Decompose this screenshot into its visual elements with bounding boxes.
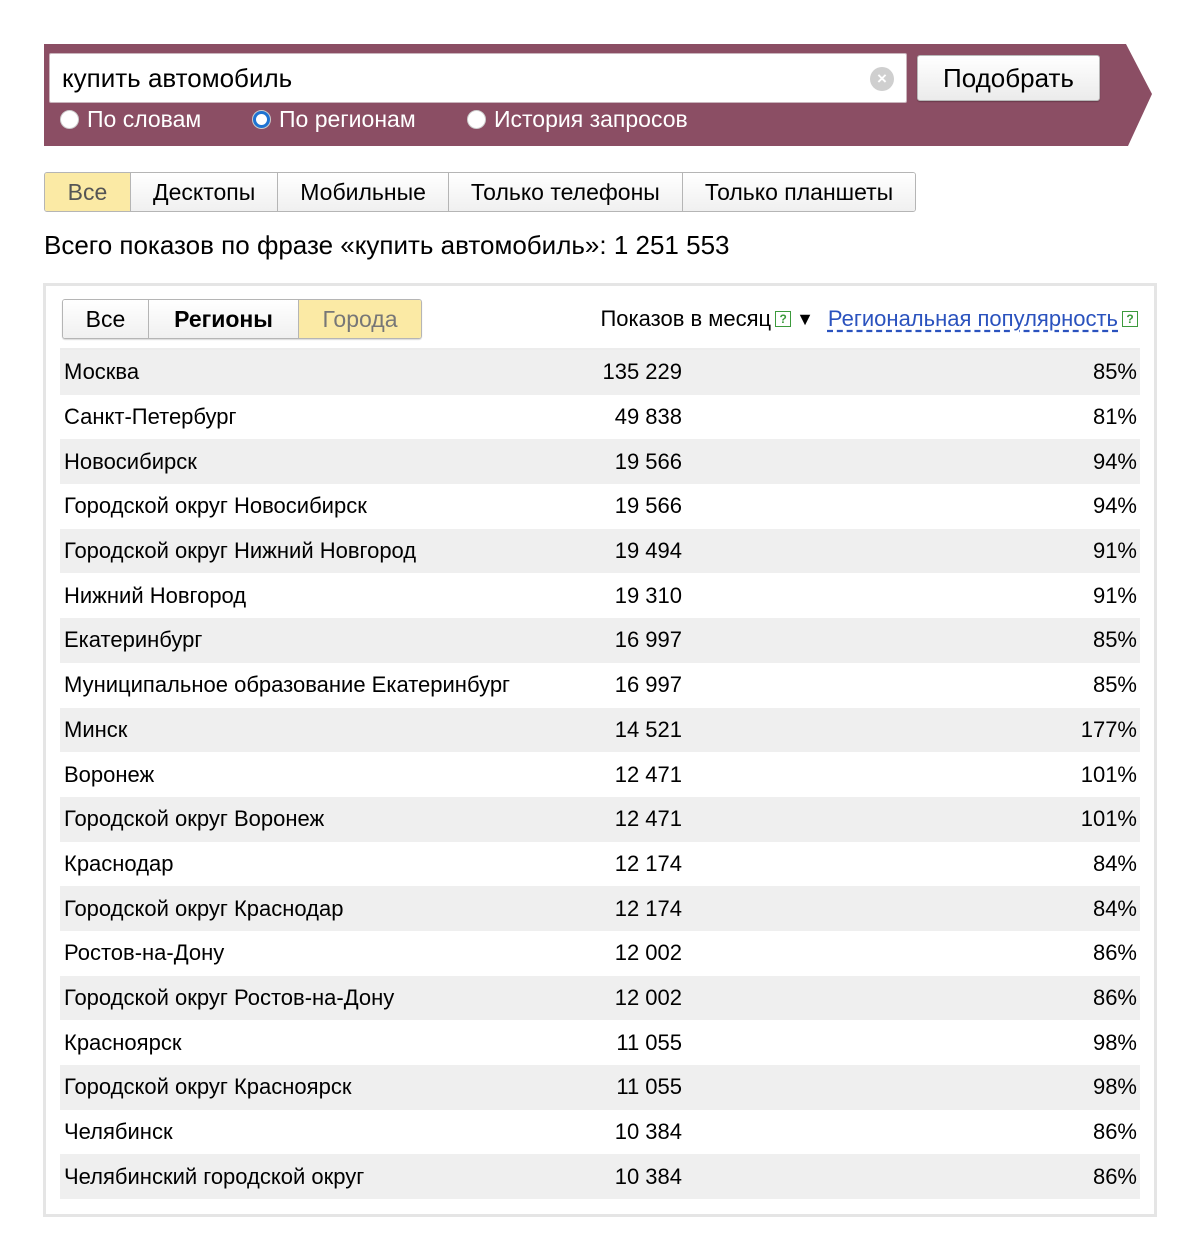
radio-by-regions[interactable]	[252, 106, 416, 133]
regional-popularity: 85%	[1092, 672, 1137, 698]
submit-button[interactable]: Подобрать	[917, 55, 1100, 101]
regional-popularity: 85%	[1092, 359, 1137, 385]
region-name: Челябинский городской округ	[64, 1163, 365, 1189]
region-name: Ростов-на-Дону	[64, 940, 225, 966]
regional-popularity: 177%	[1080, 716, 1137, 742]
tab-phones-only[interactable]: Только телефоны	[449, 173, 683, 211]
regional-popularity: 98%	[1092, 1029, 1137, 1055]
region-name: Городской округ Воронеж	[64, 806, 325, 832]
radio-history[interactable]	[467, 106, 688, 133]
radio-dot[interactable]	[60, 110, 79, 129]
tab-cities[interactable]: Города	[299, 300, 421, 338]
tab-desktops[interactable]: Десктопы	[131, 173, 278, 211]
table-row	[60, 752, 1140, 797]
tab-mobile[interactable]: Мобильные	[278, 173, 449, 211]
search-field[interactable]	[49, 53, 907, 103]
region-name: Городской округ Нижний Новгород	[64, 538, 417, 564]
radio-dot[interactable]	[467, 110, 486, 129]
region-name: Санкт-Петербург	[64, 404, 237, 430]
monthly-impressions: 12 174	[614, 895, 682, 921]
table-row	[60, 1065, 1140, 1110]
radio-label: По словам	[87, 106, 202, 132]
regional-popularity: 81%	[1092, 404, 1137, 430]
monthly-impressions: 19 494	[614, 538, 682, 564]
column-header-popularity-link[interactable]: Региональная популярность	[827, 306, 1118, 331]
monthly-impressions: 12 002	[614, 940, 682, 966]
monthly-impressions: 19 566	[614, 493, 682, 519]
table-row	[60, 350, 1140, 395]
tab-regions[interactable]: Регионы	[149, 300, 299, 338]
radio-by-words[interactable]	[60, 106, 201, 133]
monthly-impressions: 49 838	[614, 404, 682, 430]
monthly-impressions: 12 471	[614, 761, 682, 787]
region-name: Москва	[64, 359, 140, 385]
monthly-impressions: 12 174	[614, 850, 682, 876]
monthly-impressions: 14 521	[614, 716, 682, 742]
region-name: Минск	[64, 716, 128, 742]
radio-dot-checked[interactable]	[252, 110, 271, 129]
regional-popularity: 86%	[1092, 1119, 1137, 1145]
help-icon[interactable]: ?	[1122, 311, 1138, 327]
tab-all[interactable]: Все	[63, 300, 149, 338]
monthly-impressions: 19 310	[614, 582, 682, 608]
table-row	[60, 395, 1140, 440]
regional-popularity: 86%	[1092, 984, 1137, 1010]
radio-label: По регионам	[279, 106, 416, 132]
results-panel	[43, 283, 1157, 1217]
monthly-impressions: 10 384	[614, 1163, 682, 1189]
column-header-shows[interactable]	[600, 306, 814, 332]
regional-popularity: 91%	[1092, 538, 1137, 564]
regional-popularity: 84%	[1092, 850, 1137, 876]
table-row	[60, 529, 1140, 574]
tab-tablets-only[interactable]: Только планшеты	[683, 173, 915, 211]
table-row	[60, 484, 1140, 529]
column-header-shows-label: Показов в месяц	[600, 306, 772, 331]
table-row	[60, 797, 1140, 842]
table-row	[60, 573, 1140, 618]
table-row	[60, 663, 1140, 708]
regional-popularity: 86%	[1092, 940, 1137, 966]
help-icon[interactable]: ?	[775, 311, 791, 327]
regional-popularity: 94%	[1092, 493, 1137, 519]
table-row	[60, 1154, 1140, 1199]
monthly-impressions: 11 055	[616, 1029, 682, 1055]
region-name: Екатеринбург	[64, 627, 203, 653]
table-row	[60, 1110, 1140, 1155]
sort-desc-icon[interactable]: ▼	[796, 308, 814, 329]
regional-popularity: 98%	[1092, 1074, 1137, 1100]
clear-icon[interactable]: ×	[870, 67, 894, 91]
regional-popularity: 101%	[1080, 761, 1137, 787]
monthly-impressions: 19 566	[614, 448, 682, 474]
radio-label: История запросов	[494, 106, 688, 132]
table-row	[60, 439, 1140, 484]
regional-popularity: 86%	[1092, 1163, 1137, 1189]
region-name: Городской округ Новосибирск	[64, 493, 367, 519]
regional-popularity: 101%	[1080, 806, 1137, 832]
regional-popularity: 91%	[1092, 582, 1137, 608]
region-name: Красноярск	[64, 1029, 182, 1055]
monthly-impressions: 135 229	[602, 359, 682, 385]
table-row	[60, 931, 1140, 976]
region-name: Городской округ Красноярск	[64, 1074, 352, 1100]
region-name: Челябинск	[64, 1119, 173, 1145]
total-impressions: Всего показов по фразе «купить автомобиль»: 1 251 553	[44, 230, 730, 260]
region-name: Муниципальное образование Екатеринбург	[64, 672, 511, 698]
monthly-impressions: 16 997	[614, 627, 682, 653]
table-row	[60, 842, 1140, 887]
view-tabs	[62, 299, 422, 339]
region-name: Краснодар	[64, 850, 174, 876]
monthly-impressions: 10 384	[614, 1119, 682, 1145]
regional-popularity: 94%	[1092, 448, 1137, 474]
table-row	[60, 708, 1140, 753]
table-row	[60, 1020, 1140, 1065]
table-row	[60, 976, 1140, 1021]
device-tabs	[44, 172, 916, 212]
regional-popularity: 85%	[1092, 627, 1137, 653]
monthly-impressions: 12 002	[614, 984, 682, 1010]
table-row	[60, 618, 1140, 663]
region-name: Городской округ Краснодар	[64, 895, 344, 921]
column-header-popularity[interactable]	[828, 306, 1138, 332]
monthly-impressions: 16 997	[614, 672, 682, 698]
region-name: Новосибирск	[64, 448, 197, 474]
region-name: Воронеж	[64, 761, 155, 787]
monthly-impressions: 12 471	[614, 806, 682, 832]
table-row	[60, 886, 1140, 931]
tab-all-devices[interactable]: Все	[45, 173, 131, 211]
region-name: Городской округ Ростов-на-Дону	[64, 984, 395, 1010]
results-table	[60, 350, 1140, 1199]
search-input[interactable]	[62, 63, 862, 94]
region-name: Нижний Новгород	[64, 582, 247, 608]
monthly-impressions: 11 055	[616, 1074, 682, 1100]
regional-popularity: 84%	[1092, 895, 1137, 921]
